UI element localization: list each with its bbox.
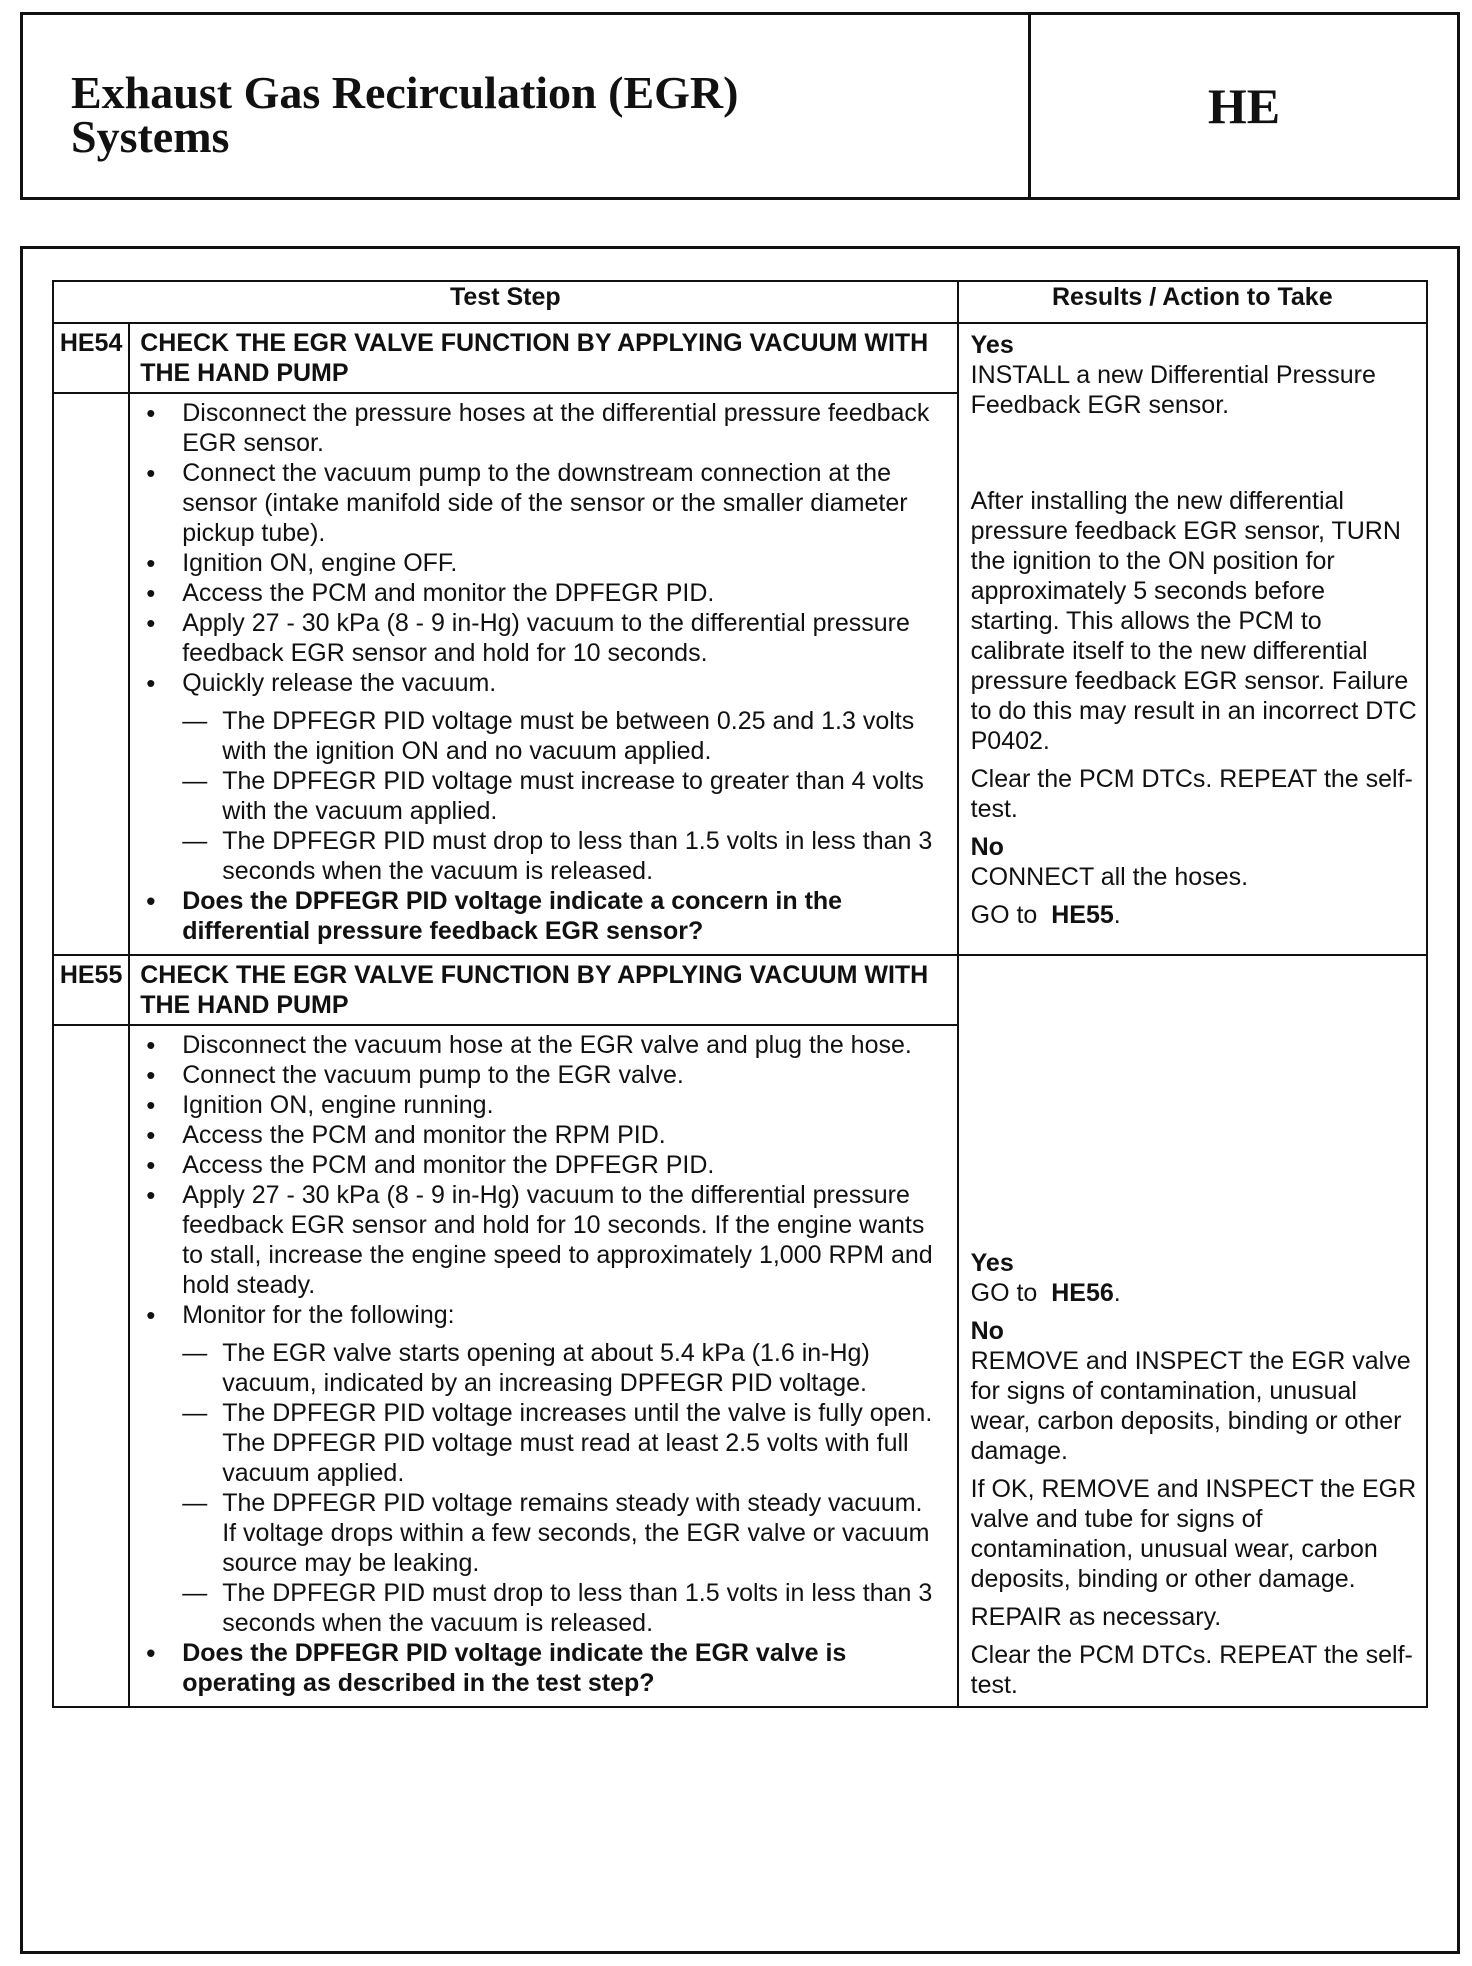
- step-he54-body: [129, 393, 957, 955]
- no-action-2: If OK, REMOVE and INSPECT the EGR valve and tube for signs of contamination, unusual wear, carbon deposits, binding or other damage.: [970, 1475, 1417, 1593]
- yes-action: INSTALL a new Differential Pressure Feedback EGR sensor.: [970, 361, 1376, 419]
- list-item: • Apply 27 - 30 kPa (8 - 9 in-Hg) vacuum to the differential pressure feedback EGR sensor and hold for 10 seconds. If the engine wants to stall, increase the engine speed to approximately 1,000 RPM and hold steady.: [140, 1180, 942, 1300]
- list-item: • Disconnect the pressure hoses at the differential pressure feedback EGR sensor.: [140, 398, 942, 458]
- go-to-prefix: GO to: [970, 901, 1038, 929]
- list-item: • Disconnect the vacuum hose at the EGR valve and plug the hose.: [140, 1030, 942, 1060]
- no-action-3: REPAIR as necessary.: [970, 1603, 1222, 1631]
- table-header-row: [53, 281, 1427, 323]
- list-item: • Apply 27 - 30 kPa (8 - 9 in-Hg) vacuum to the differential pressure feedback EGR sensor and hold for 10 seconds.: [140, 608, 942, 668]
- step-he54-dashes: [140, 706, 942, 886]
- list-item: [140, 668, 942, 886]
- list-item: [140, 1300, 942, 1638]
- step-he55-bullets: [140, 1030, 942, 1698]
- yes-label: Yes: [970, 331, 1014, 359]
- list-item: — The DPFEGR PID voltage must increase to greater than 4 volts with the vacuum applied.: [140, 766, 942, 826]
- step-he55-title-row: [53, 955, 1427, 1025]
- no-action-1: REMOVE and INSPECT the EGR valve for signs of contamination, unusual wear, carbon deposits, binding or other damage.: [970, 1347, 1411, 1465]
- step-he55-dashes: [140, 1338, 942, 1638]
- yes-note: After installing the new differential pressure feedback EGR sensor, TURN the ignition to the ON position for approximately 5 seconds before starting. This allows the PCM to calibrate itself to the new differential pressure feedback EGR sensor. Failure to do this may result in an incorrect DTC P0402.: [970, 487, 1417, 755]
- list-item-text: Monitor for the following:: [182, 1301, 455, 1329]
- go-to-prefix: GO to: [970, 1279, 1038, 1307]
- list-item: — The DPFEGR PID voltage increases until the valve is fully open. The DPFEGR PID voltage must read at least 2.5 volts with full vacuum applied.: [140, 1398, 942, 1488]
- page-header: [20, 12, 1460, 200]
- list-item: — The DPFEGR PID voltage must be between 0.25 and 1.3 volts with the ignition ON and no vacuum applied.: [140, 706, 942, 766]
- test-step-table: [52, 280, 1428, 1708]
- list-item-text: Quickly release the vacuum.: [182, 669, 497, 697]
- list-item: — The EGR valve starts opening at about 5.4 kPa (1.6 in-Hg) vacuum, indicated by an increasing DPFEGR PID voltage.: [140, 1338, 942, 1398]
- list-item: — The DPFEGR PID must drop to less than 1.5 volts in less than 3 seconds when the vacuum is released.: [140, 1578, 942, 1638]
- column-header-results: Results / Action to Take: [958, 281, 1427, 323]
- step-he54-spacer: [53, 393, 129, 955]
- no-action-4: Clear the PCM DTCs. REPEAT the self-test.: [970, 1641, 1413, 1699]
- yes-label: Yes: [970, 1249, 1014, 1277]
- go-to-target[interactable]: HE55: [1051, 901, 1114, 929]
- list-item: • Access the PCM and monitor the DPFEGR PID.: [140, 578, 942, 608]
- step-he55-question: • Does the DPFEGR PID voltage indicate the EGR valve is operating as described in the test step?: [140, 1638, 942, 1698]
- go-to-target[interactable]: HE56: [1051, 1279, 1114, 1307]
- step-he54-bullets: [140, 398, 942, 946]
- list-item: • Ignition ON, engine running.: [140, 1090, 942, 1120]
- no-action: CONNECT all the hoses.: [970, 863, 1249, 891]
- section-code: HE: [1207, 78, 1281, 134]
- yes-go-to: [971, 1278, 1418, 1308]
- list-item: — The DPFEGR PID voltage remains steady with steady vacuum. If voltage drops within a few seconds, the EGR valve or vacuum source may be leaking.: [140, 1488, 942, 1578]
- no-label: No: [970, 833, 1004, 861]
- step-code-he55: HE55: [53, 955, 129, 1025]
- list-item: • Access the PCM and monitor the DPFEGR PID.: [140, 1150, 942, 1180]
- page-title: Exhaust Gas Recirculation (EGR) Systems: [23, 15, 1031, 197]
- step-title-he55: CHECK THE EGR VALVE FUNCTION BY APPLYING VACUUM WITH THE HAND PUMP: [129, 955, 957, 1025]
- column-header-test-step: Test Step: [53, 281, 958, 323]
- step-he55-body: [129, 1025, 957, 1707]
- list-item: • Connect the vacuum pump to the downstream connection at the sensor (intake manifold side of the sensor or the smaller diameter pickup tube).: [140, 458, 942, 548]
- go-to-suffix: .: [1113, 1279, 1121, 1307]
- yes-clear-dtcs: Clear the PCM DTCs. REPEAT the self-test.: [970, 765, 1413, 823]
- step-he54-results: [958, 323, 1427, 955]
- no-label: No: [970, 1317, 1004, 1345]
- go-to-suffix: .: [1113, 901, 1121, 929]
- list-item: — The DPFEGR PID must drop to less than 1.5 volts in less than 3 seconds when the vacuum is released.: [140, 826, 942, 886]
- list-item: • Access the PCM and monitor the RPM PID.: [140, 1120, 942, 1150]
- list-item: • Ignition ON, engine OFF.: [140, 548, 942, 578]
- step-he55-spacer: [53, 1025, 129, 1707]
- step-code-he54: HE54: [53, 323, 129, 393]
- step-he55-results: [958, 955, 1427, 1707]
- no-go-to: [971, 900, 1418, 930]
- step-he54-title-row: [53, 323, 1427, 393]
- step-he54-question: • Does the DPFEGR PID voltage indicate a concern in the differential pressure feedback EGR sensor?: [140, 886, 942, 946]
- list-item: • Connect the vacuum pump to the EGR valve.: [140, 1060, 942, 1090]
- step-title-he54: CHECK THE EGR VALVE FUNCTION BY APPLYING VACUUM WITH THE HAND PUMP: [129, 323, 957, 393]
